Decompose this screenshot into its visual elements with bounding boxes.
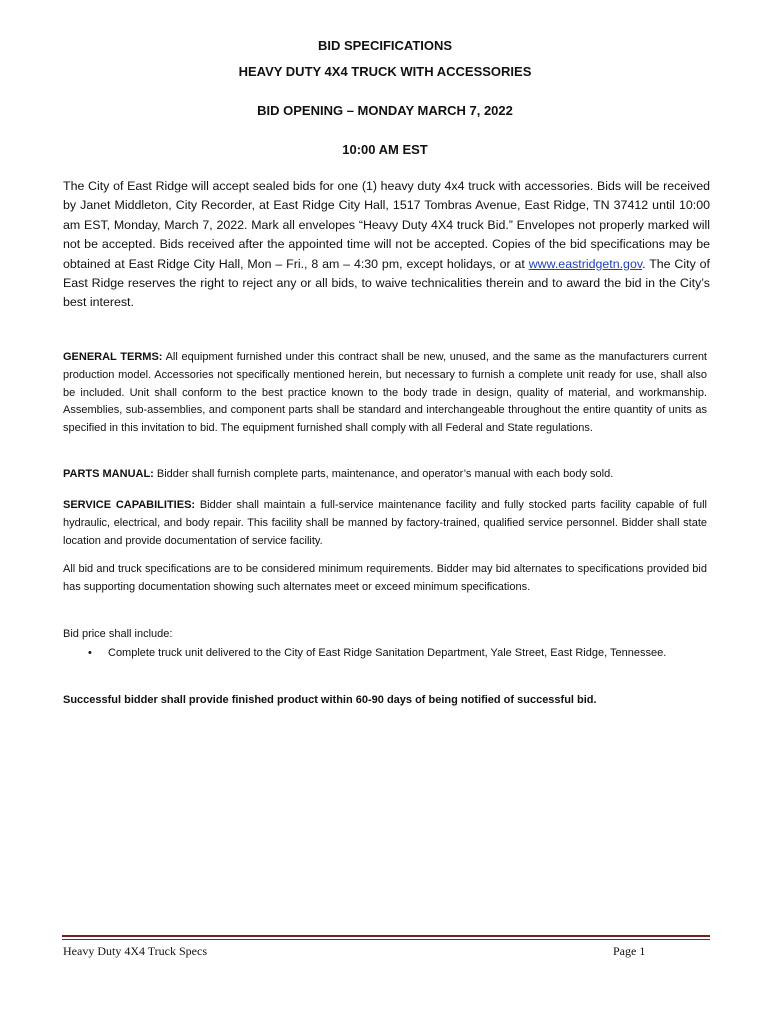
footer-divider: [62, 935, 710, 937]
bid-price-list-item: [88, 645, 707, 663]
bullet-text: Complete truck unit delivered to the City of East Ridge Sanitation Department, Yale Street, East Ridge, Tennessee.: [108, 647, 667, 659]
title-bid-specifications: BID SPECIFICATIONS: [317, 38, 453, 53]
general-terms-paragraph: [63, 349, 707, 438]
successful-bidder-note: Successful bidder shall provide finished product within 60-90 days of being notified of successful bid.: [63, 694, 597, 706]
intro-text: The City of East Ridge will accept sealed bids for one (1) heavy duty 4x4 truck with accessories. Bids will be received by Janet Middleton, City Recorder, at East Ridge City Hall, 1517 Tombras Avenue, East Ridge, TN 37412 until 10:00 am EST, Monday, March 7, 2022. Mark all envelopes “Heavy Duty 4X4 truck Bid.” Envelopes not properly marked will not be accepted. Bids received after the appointed time will not be accepted. Copies of the bid specifications may be obtained at East Ridge City Hall, Mon – Fri., 8 am – 4:30 pm, except holidays, or at: [63, 179, 710, 271]
parts-manual-text: Bidder shall furnish complete parts, maintenance, and operator’s manual with each body sold.: [153, 468, 614, 480]
minimum-requirements-paragraph: All bid and truck specifications are to be considered minimum requirements. Bidder may bid alternates to specifications provided bid has supporting documentation showing such alternates meet or exceed minimum specifications.: [63, 563, 707, 593]
footer-page-number: Page 1: [613, 944, 646, 958]
title-truck: HEAVY DUTY 4X4 TRUCK WITH ACCESSORIES: [238, 64, 532, 79]
footer-divider-thin: [62, 939, 710, 940]
website-link[interactable]: www.eastridgetn.gov: [528, 256, 643, 271]
general-terms-text: All equipment furnished under this contract shall be new, unused, and the same as the manufacturers current production model. Accessories not specifically mentioned herein, but necessary to furnish a complete unit ready for use, shall also be included. Unit shall conform to the best practice known to the body trade in design, quality of material, and workmanship. Assemblies, sub-assemblies, and component parts shall be standard and interchangeable throughout the entire quantity of units as specified in this invitation to bid. The equipment furnished shall comply with all Federal and State regulations.: [63, 351, 707, 435]
intro-paragraph: [63, 177, 710, 313]
bid-opening-date: BID OPENING – MONDAY MARCH 7, 2022: [257, 103, 513, 118]
footer-document-title: Heavy Duty 4X4 Truck Specs: [63, 944, 207, 958]
parts-manual-label: PARTS MANUAL:: [63, 468, 154, 480]
service-capabilities-text: Bidder shall maintain a full-service maintenance facility and fully stocked parts facility capable of full hydraulic, electrical, and body repair. This facility shall be manned by factory-trained, qualified service personnel. Bidder shall state location and provide documentation of service facility.: [63, 499, 707, 547]
bullet-icon: •: [88, 647, 92, 659]
service-capabilities-paragraph: [63, 497, 707, 550]
service-capabilities-label: SERVICE CAPABILITIES:: [63, 499, 196, 511]
general-terms-label: GENERAL TERMS:: [63, 351, 163, 363]
parts-manual-paragraph: [63, 466, 707, 484]
intro-text-end: . The City of East Ridge reserves the right to reject any or all bids, to waive technicalities therein and to award the bid in the City’s best interest.: [63, 256, 710, 310]
bid-price-label: Bid price shall include:: [63, 628, 173, 640]
bid-opening-time: 10:00 AM EST: [342, 142, 428, 157]
